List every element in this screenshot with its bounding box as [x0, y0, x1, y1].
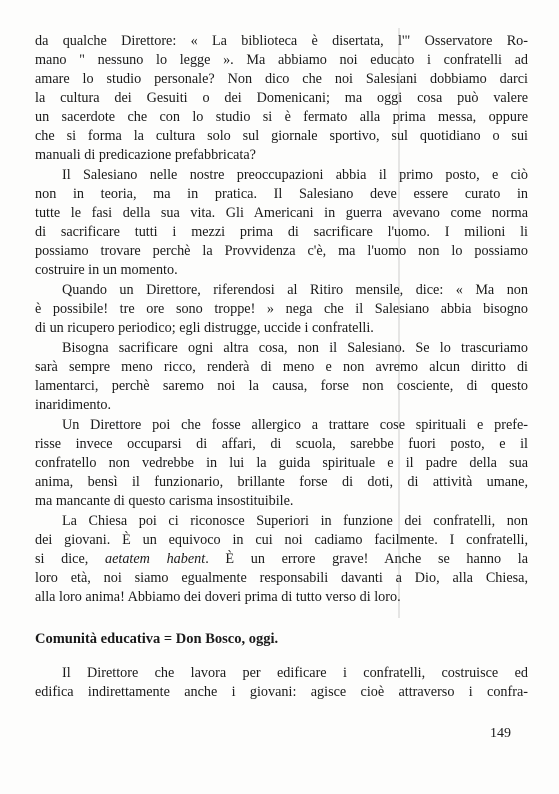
text-line: risse invece occuparsi di affari, di scuola, sarebbe fuori posto, e il	[35, 436, 528, 452]
paragraph-first-line: Quando un Direttore, riferendosi al Ritiro mensile, dice: « Ma non	[62, 282, 528, 298]
text-line: un sacerdote che con lo studio si è fermato alla prima messa, oppure	[35, 109, 528, 125]
text-fragment: . È un errore grave! Anche se hanno la	[205, 551, 529, 567]
text-line: la cultura dei Gesuiti o dei Domenicani; ma oggi cosa può valere	[35, 90, 528, 106]
text-line: non in teoria, ma in pratica. Il Salesiano deve essere curato in	[35, 186, 528, 202]
paragraph-first-line: Un Direttore poi che fosse allergico a trattare cose spirituali e prefe-	[62, 417, 528, 433]
text-line: è possibile! tre ore sono troppe! » nega che il Salesiano abbia bisogno	[35, 301, 528, 317]
paragraph-first-line: Il Salesiano nelle nostre preoccupazioni abbia il primo posto, e ciò	[62, 167, 528, 183]
text-line: anima, bensì il funzionario, brillante forse di doti, di attività umane,	[35, 474, 528, 490]
text-line: di sacrificare tutti i mezzi prima di sacrificare l'uomo. I milioni li	[35, 224, 528, 240]
text-line: di un ricupero periodico; egli distrugge, uccide i confratelli.	[35, 320, 374, 336]
text-line: confratello non vedrebbe in lui la guida spirituale e il padre della sua	[35, 455, 528, 471]
text-line: che si forma la cultura solo sul giornale sportivo, sul quotidiano o sui	[35, 128, 528, 144]
text-line-with-italic	[35, 550, 528, 569]
text-line: dei giovani. È un equivoco in cui noi cadiamo facilmente. I confratelli,	[35, 532, 528, 548]
text-line: inaridimento.	[35, 397, 112, 413]
text-line: manuali di predicazione prefabbricata?	[35, 147, 256, 163]
text-line: sarà sempre meno ricco, renderà di meno e non avremo alcun diritto di	[35, 359, 528, 375]
paragraph-first-line: Bisogna sacrificare ogni altra cosa, non il Salesiano. Se lo trascuriamo	[62, 340, 528, 356]
text-line: ma mancante di questo carisma insostituibile.	[35, 493, 294, 509]
text-line: lamentarci, perchè saremo noi la causa, forse non cosciente, di questo	[35, 378, 528, 394]
text-line: tutte le fasi della sua vita. Gli Americani in guerra avevano come norma	[35, 205, 528, 221]
text-line: edifica indirettamente anche i giovani: agisce cioè attraverso i confra-	[35, 684, 528, 700]
italic-latin-phrase: aetatem habent	[104, 551, 206, 567]
text-fragment: si dice,	[35, 551, 105, 567]
paragraph-first-line: Il Direttore che lavora per edificare i confratelli, costruisce ed	[62, 665, 528, 681]
page-number: 149	[490, 726, 511, 741]
paragraph-first-line: La Chiesa poi ci riconosce Superiori in funzione dei confratelli, non	[62, 513, 528, 529]
text-line: costruire in un momento.	[35, 262, 178, 278]
text-line: possiamo trovare perchè la Provvidenza c'è, ma l'uomo non lo possiamo	[35, 243, 528, 259]
scan-fold-mark	[398, 28, 400, 618]
text-line: amare lo studio personale? Non dico che noi Salesiani dobbiamo darci	[35, 71, 528, 87]
section-heading: Comunità educativa = Don Bosco, oggi.	[35, 631, 279, 647]
text-line: mano " nessuno lo legge ». Ma abbiamo noi educato i confratelli ad	[35, 52, 528, 68]
text-line: da qualche Direttore: « La biblioteca è disertata, l'" Osservatore Ro-	[35, 33, 528, 49]
text-line: loro età, noi siamo egualmente responsabili davanti a Dio, alla Chiesa,	[35, 570, 528, 586]
text-line: alla loro anima! Abbiamo dei doveri prima di tutto verso di loro.	[35, 589, 401, 605]
